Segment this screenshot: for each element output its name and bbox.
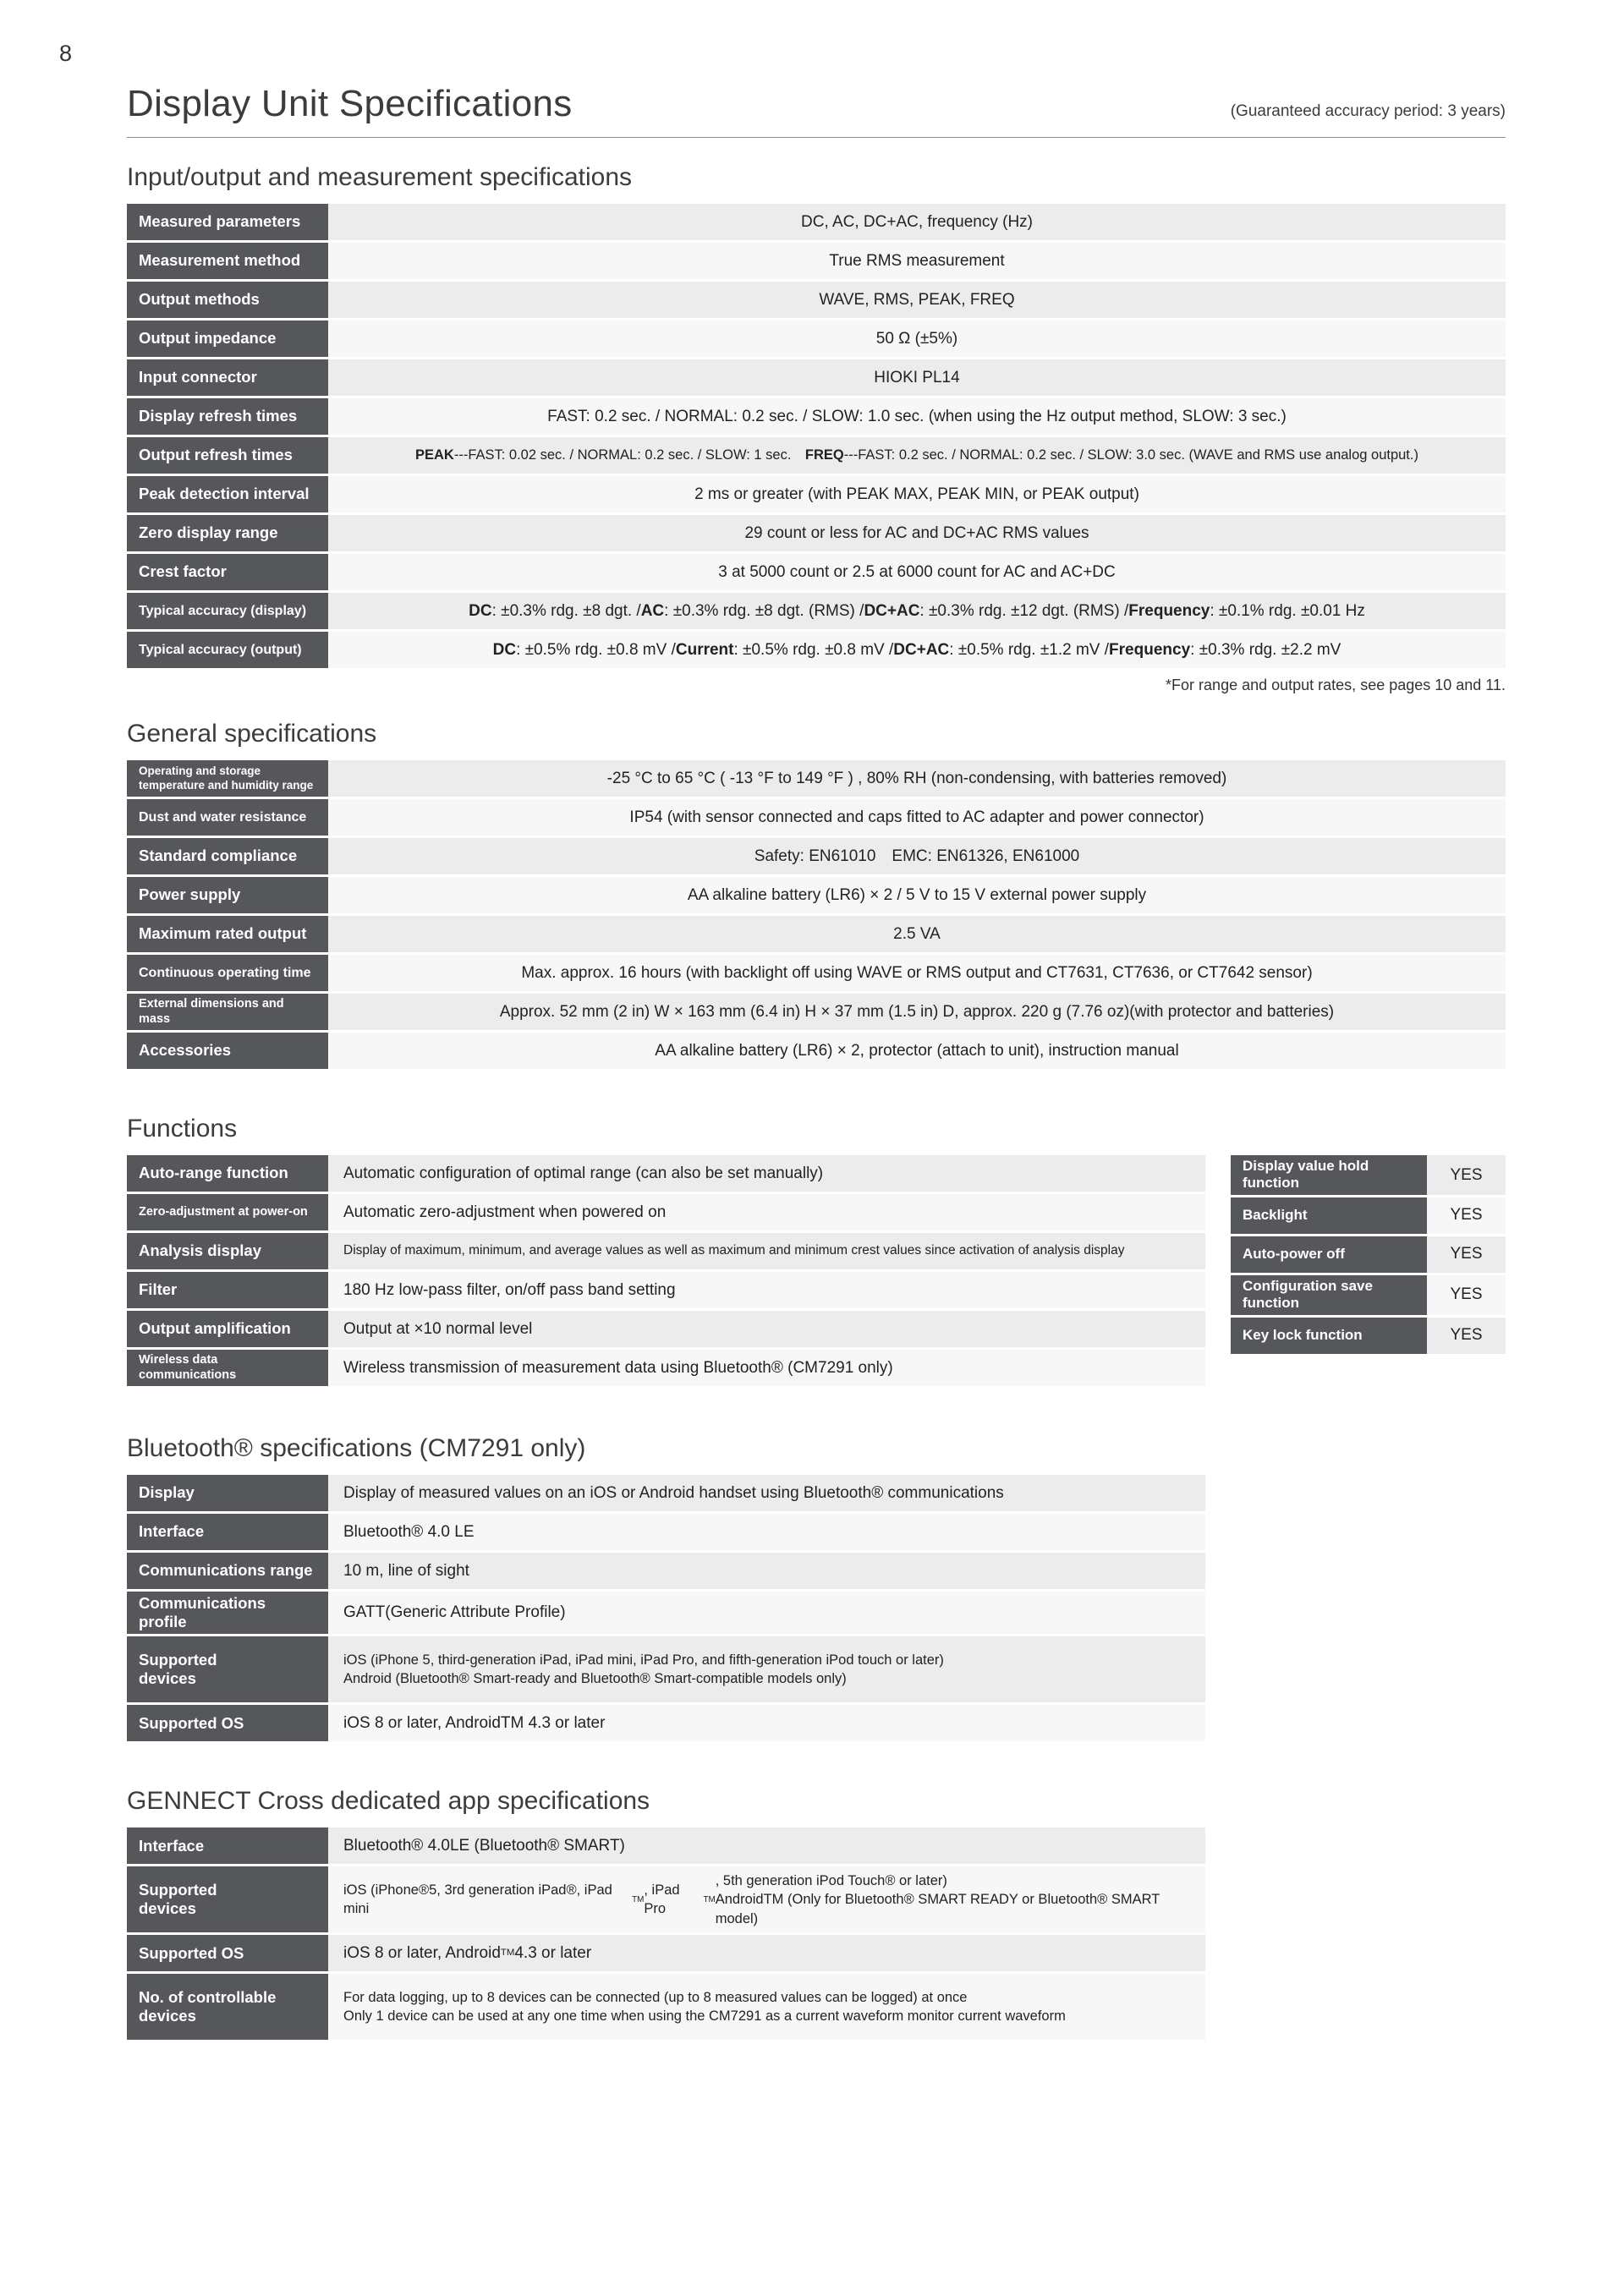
spec-row — [1231, 1236, 1506, 1273]
spec-row-value: YES — [1427, 1155, 1506, 1195]
spec-row-label: Output amplification — [127, 1311, 328, 1347]
spec-row — [127, 1592, 1205, 1634]
spec-row-label: Supported devices — [127, 1866, 328, 1932]
spec-row-label: External dimensions and mass — [127, 994, 328, 1030]
spec-row — [127, 1350, 1205, 1386]
spec-row-label: Measurement method — [127, 243, 328, 279]
spec-row — [127, 1935, 1205, 1971]
spec-row-label: Wireless data communications — [127, 1350, 328, 1386]
spec-row-value: FAST: 0.2 sec. / NORMAL: 0.2 sec. / SLOW: 1.0 sec. (when using the Hz output method, SLOW: 3 sec.) — [328, 398, 1506, 435]
spec-row — [1231, 1275, 1506, 1315]
spec-row-value: Safety: EN61010 EMC: EN61326, EN61000 — [328, 838, 1506, 874]
spec-row — [127, 515, 1506, 551]
spec-row-label: Auto-power off — [1231, 1236, 1427, 1273]
spec-row-value: Automatic zero-adjustment when powered on — [328, 1194, 1205, 1230]
spec-row — [127, 437, 1506, 474]
spec-row-value: DC : ±0.3% rdg. ±8 dgt. / AC : ±0.3% rdg. ±8 dgt. (RMS) / DC+AC : ±0.3% rdg. ±12 dgt. (RMS) / Frequency : ±0.1% rdg. ±0.01 Hz — [328, 593, 1506, 629]
spec-row-value: HIOKI PL14 — [328, 359, 1506, 396]
section-heading-io: Input/output and measurement specifications — [127, 163, 633, 191]
spec-row — [127, 877, 1506, 913]
spec-row-value: iOS 8 or later, Android TM 4.3 or later — [328, 1935, 1205, 1971]
spec-row — [127, 916, 1506, 952]
spec-row-label: Measured parameters — [127, 204, 328, 240]
spec-row-label: Auto-range function — [127, 1155, 328, 1192]
spec-row — [127, 1311, 1205, 1347]
spec-row — [127, 760, 1506, 797]
spec-row-value: YES — [1427, 1275, 1506, 1315]
page-number: 8 — [59, 41, 73, 66]
spec-row-value: IP54 (with sensor connected and caps fitted to AC adapter and power connector) — [328, 799, 1506, 836]
spec-row — [127, 554, 1506, 590]
spec-row — [127, 1866, 1205, 1932]
spec-row-label: Peak detection interval — [127, 476, 328, 512]
spec-row-value: iOS (iPhone®5, 3rd generation iPad®, iPad mini TM , iPad Pro TM , 5th generation iPod Touch® or later) AndroidTM (Only for Bluetooth® SMART READY or Bluetooth® SMART model) — [328, 1866, 1205, 1932]
spec-row-label: Supported OS — [127, 1705, 328, 1741]
spec-row-value: Bluetooth® 4.0LE (Bluetooth® SMART) — [328, 1827, 1205, 1864]
functions-table — [127, 1155, 1205, 1389]
spec-row-value: 3 at 5000 count or 2.5 at 6000 count for AC and AC+DC — [328, 554, 1506, 590]
spec-row — [127, 799, 1506, 836]
spec-row-value: 10 m, line of sight — [328, 1553, 1205, 1589]
io-spec-table — [127, 204, 1506, 668]
spec-row-value: 29 count or less for AC and DC+AC RMS values — [328, 515, 1506, 551]
io-table-footnote: *For range and output rates, see pages 10 and 11. — [1166, 677, 1506, 693]
spec-row — [127, 282, 1506, 318]
spec-row-value: Wireless transmission of measurement data using Bluetooth® (CM7291 only) — [328, 1350, 1205, 1386]
accuracy-period-note: (Guaranteed accuracy period: 3 years) — [1230, 102, 1506, 120]
spec-row-value: DC : ±0.5% rdg. ±0.8 mV / Current : ±0.5% rdg. ±0.8 mV / DC+AC : ±0.5% rdg. ±1.2 mV / Frequency : ±0.3% rdg. ±2.2 mV — [328, 632, 1506, 668]
spec-row-label: Configuration save function — [1231, 1275, 1427, 1315]
spec-row-label: Zero display range — [127, 515, 328, 551]
spec-row-value: For data logging, up to 8 devices can be connected (up to 8 measured values can be logged) at once Only 1 device can be used at any one time when using the CM7291 as a current waveform monitor current waveform — [328, 1974, 1205, 2040]
spec-row-label: Crest factor — [127, 554, 328, 590]
spec-row-value: Automatic configuration of optimal range (can also be set manually) — [328, 1155, 1205, 1192]
spec-row-label: Output methods — [127, 282, 328, 318]
spec-row-value: Approx. 52 mm (2 in) W × 163 mm (6.4 in) H × 37 mm (1.5 in) D, approx. 220 g (7.76 oz)(with protector and batteries) — [328, 994, 1506, 1030]
spec-row-value: Max. approx. 16 hours (with backlight off using WAVE or RMS output and CT7631, CT7636, or CT7642 sensor) — [328, 955, 1506, 991]
spec-row-label: Input connector — [127, 359, 328, 396]
spec-row — [1231, 1155, 1506, 1195]
spec-row-label: Display — [127, 1475, 328, 1511]
spec-row — [127, 1514, 1205, 1550]
section-heading-bluetooth: Bluetooth® specifications (CM7291 only) — [127, 1434, 586, 1462]
spec-row-label: Typical accuracy (display) — [127, 593, 328, 629]
spec-row — [127, 955, 1506, 991]
spec-row — [127, 321, 1506, 357]
spec-row-value: -25 °C to 65 °C ( -13 °F to 149 °F ) , 80% RH (non-condensing, with batteries removed) — [328, 760, 1506, 797]
bluetooth-spec-table — [127, 1475, 1205, 1741]
spec-row-label: Display value hold function — [1231, 1155, 1427, 1195]
spec-row — [127, 1272, 1205, 1308]
spec-row — [127, 204, 1506, 240]
spec-row — [127, 1553, 1205, 1589]
spec-row-value: AA alkaline battery (LR6) × 2 / 5 V to 15 V external power supply — [328, 877, 1506, 913]
spec-row — [127, 994, 1506, 1030]
spec-row-value: Display of maximum, minimum, and average values as well as maximum and minimum crest values since activation of analysis display — [328, 1233, 1205, 1269]
spec-row-label: Interface — [127, 1827, 328, 1864]
spec-row-label: Communications range — [127, 1553, 328, 1589]
spec-row-label: Output refresh times — [127, 437, 328, 474]
spec-row-label: Standard compliance — [127, 838, 328, 874]
spec-row-value: 2.5 VA — [328, 916, 1506, 952]
spec-row-label: Communications profile — [127, 1592, 328, 1634]
spec-row-label: Display refresh times — [127, 398, 328, 435]
section-heading-functions: Functions — [127, 1115, 238, 1143]
spec-row-label: Supported OS — [127, 1935, 328, 1971]
spec-row — [127, 1636, 1205, 1702]
spec-row-label: Output impedance — [127, 321, 328, 357]
spec-row-value: YES — [1427, 1197, 1506, 1234]
spec-row-value: True RMS measurement — [328, 243, 1506, 279]
functions-tables — [127, 1155, 1506, 1389]
spec-row — [127, 1705, 1205, 1741]
spec-row-label: Maximum rated output — [127, 916, 328, 952]
spec-row — [127, 243, 1506, 279]
general-spec-table — [127, 760, 1506, 1069]
spec-row — [127, 1033, 1506, 1069]
spec-row-value: PEAK ---FAST: 0.02 sec. / NORMAL: 0.2 sec. / SLOW: 1 sec. FREQ ---FAST: 0.2 sec. / NORMAL: 0.2 sec. / SLOW: 3.0 sec. (WAVE and RMS use analog output.) — [328, 437, 1506, 474]
spec-row-label: Accessories — [127, 1033, 328, 1069]
page-title: Display Unit Specifications — [127, 83, 573, 124]
spec-row-label: Backlight — [1231, 1197, 1427, 1234]
spec-row-label: Key lock function — [1231, 1318, 1427, 1354]
spec-row-value: Bluetooth® 4.0 LE — [328, 1514, 1205, 1550]
section-heading-general: General specifications — [127, 720, 377, 748]
spec-row-value: YES — [1427, 1318, 1506, 1354]
spec-row — [127, 1827, 1205, 1864]
title-row — [127, 83, 1506, 138]
gennect-spec-table — [127, 1827, 1205, 2040]
spec-row-value: AA alkaline battery (LR6) × 2, protector (attach to unit), instruction manual — [328, 1033, 1506, 1069]
spec-row-value: YES — [1427, 1236, 1506, 1273]
spec-row-value: iOS (iPhone 5, third-generation iPad, iPad mini, iPad Pro, and fifth-generation iPod touch or later) Android (Bluetooth® Smart-ready and Bluetooth® Smart-compatible models only) — [328, 1636, 1205, 1702]
spec-row-label: No. of controllable devices — [127, 1974, 328, 2040]
spec-row — [1231, 1197, 1506, 1234]
spec-row-value: iOS 8 or later, AndroidTM 4.3 or later — [328, 1705, 1205, 1741]
spec-row-label: Typical accuracy (output) — [127, 632, 328, 668]
spec-row-label: Supported devices — [127, 1636, 328, 1702]
spec-row — [127, 1475, 1205, 1511]
spec-row-label: Operating and storage temperature and humidity range — [127, 760, 328, 797]
spec-row — [1231, 1318, 1506, 1354]
spec-row — [127, 1155, 1205, 1192]
spec-row-value: DC, AC, DC+AC, frequency (Hz) — [328, 204, 1506, 240]
spec-row-value: 50 Ω (±5%) — [328, 321, 1506, 357]
functions-yes-table — [1231, 1155, 1506, 1356]
spec-row — [127, 632, 1506, 668]
spec-row — [127, 1974, 1205, 2040]
spec-row — [127, 1233, 1205, 1269]
page-content — [127, 0, 1506, 2040]
spec-row-value: Output at ×10 normal level — [328, 1311, 1205, 1347]
spec-row-label: Zero-adjustment at power-on — [127, 1194, 328, 1230]
spec-row-label: Power supply — [127, 877, 328, 913]
spec-row-label: Filter — [127, 1272, 328, 1308]
spec-row-label: Dust and water resistance — [127, 799, 328, 836]
spec-row-label: Interface — [127, 1514, 328, 1550]
spec-row — [127, 593, 1506, 629]
spec-row-value: 2 ms or greater (with PEAK MAX, PEAK MIN, or PEAK output) — [328, 476, 1506, 512]
spec-row-label: Continuous operating time — [127, 955, 328, 991]
spec-row-value: Display of measured values on an iOS or Android handset using Bluetooth® communications — [328, 1475, 1205, 1511]
spec-row — [127, 838, 1506, 874]
spec-row — [127, 359, 1506, 396]
spec-row-label: Analysis display — [127, 1233, 328, 1269]
spec-row-value: WAVE, RMS, PEAK, FREQ — [328, 282, 1506, 318]
spec-row — [127, 1194, 1205, 1230]
spec-row — [127, 476, 1506, 512]
section-heading-gennect: GENNECT Cross dedicated app specifications — [127, 1787, 650, 1816]
spec-row-value: 180 Hz low-pass filter, on/off pass band setting — [328, 1272, 1205, 1308]
spec-row-value: GATT(Generic Attribute Profile) — [328, 1592, 1205, 1634]
spec-row — [127, 398, 1506, 435]
